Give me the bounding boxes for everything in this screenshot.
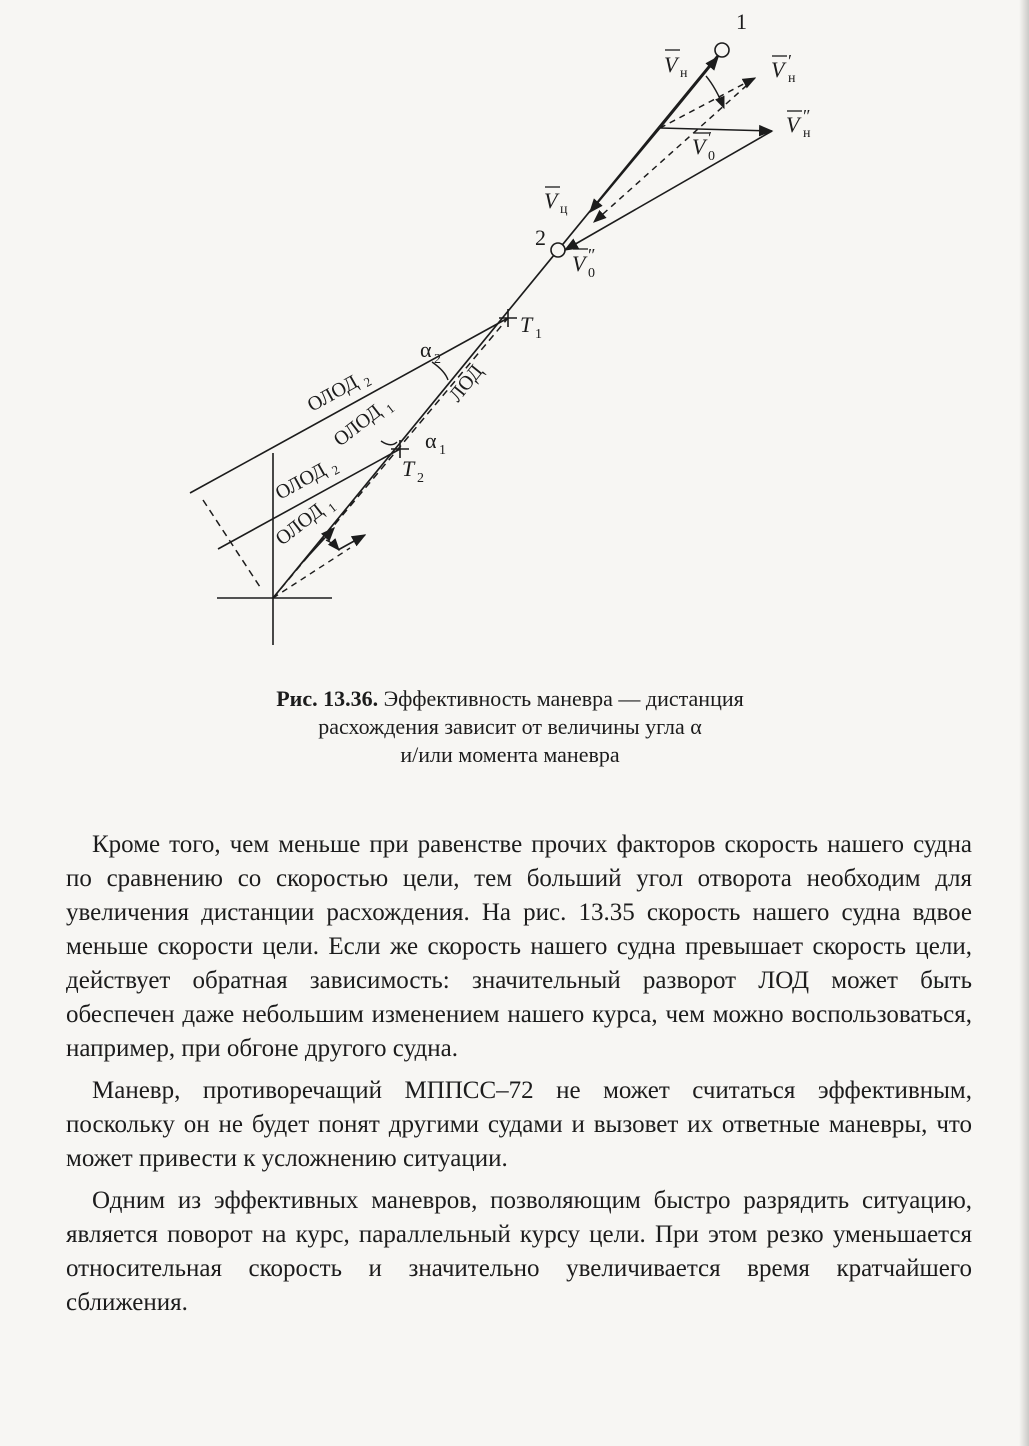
caption-line-3: и/или момента маневра <box>400 742 620 767</box>
svg-text:V: V <box>771 57 785 82</box>
svg-text:V: V <box>572 251 586 276</box>
t2-label <box>402 456 424 486</box>
svg-text:T: T <box>520 312 533 337</box>
figure-caption <box>150 685 870 769</box>
t1-marker <box>499 309 517 327</box>
caption-line-1 <box>150 685 870 713</box>
vn-label <box>664 50 688 81</box>
dashed-distance-line <box>203 500 262 590</box>
svg-text:1: 1 <box>324 499 340 516</box>
olod2-bottom-label <box>272 453 342 507</box>
vn2-label <box>786 106 811 141</box>
caption-line-2: расхождения зависит от величины угла α <box>318 714 702 739</box>
svg-text:н: н <box>680 66 688 81</box>
alpha1-label <box>425 428 446 458</box>
v0-label <box>692 128 715 164</box>
maneuver-diagram <box>0 0 1029 680</box>
vc-vector <box>590 128 660 212</box>
svg-text:2: 2 <box>329 461 343 478</box>
svg-text:1: 1 <box>382 400 398 417</box>
svg-text:ОЛОД: ОЛОД <box>271 499 328 550</box>
svg-text:2: 2 <box>417 471 424 486</box>
svg-text:н: н <box>788 71 796 86</box>
turn-arc <box>326 540 339 550</box>
t1-label <box>520 312 542 342</box>
caption-title: Эффективность маневра — дистанция <box>378 686 744 711</box>
vn1-vector-dashed <box>660 78 755 128</box>
point-1-label: 1 <box>736 9 747 34</box>
svg-text:″: ″ <box>588 245 596 265</box>
vn1-label <box>771 51 796 86</box>
alpha1-arc <box>381 441 397 445</box>
dashed-new-course-line <box>273 548 350 598</box>
svg-text:ОЛОД: ОЛОД <box>271 458 330 505</box>
svg-text:1: 1 <box>535 327 542 342</box>
svg-text:ц: ц <box>560 202 568 217</box>
caption-number: Рис. 13.36. <box>276 686 379 711</box>
body-text <box>66 828 972 1328</box>
point-2-label: 2 <box>535 225 546 250</box>
svg-text:V: V <box>544 188 558 213</box>
svg-text:″: ″ <box>803 106 811 126</box>
svg-text:2: 2 <box>434 352 441 367</box>
page-spine-shadow <box>1019 0 1029 1446</box>
svg-text:1: 1 <box>439 443 446 458</box>
paragraph-1: Кроме того, чем меньше при равенстве прочих факторов скорость нашего судна по сравнению со скоростью цели, тем больший угол отворота необходим для увеличения дистанции расхождения. На рис. 13.35 скорость нашего судна вдвое меньше скорости цели. Если же скорость нашего судна превышает скорость цели, действует обратная зависимость: значительный разворот ЛОД может быть обеспечен даже небольшим изменением нашего курса, чем можно воспользоваться, например, при обгоне другого судна. <box>66 831 972 1062</box>
svg-text:V: V <box>786 112 800 137</box>
point-1-marker <box>715 43 729 57</box>
svg-text:α: α <box>425 428 437 453</box>
svg-text:V: V <box>692 134 706 159</box>
svg-text:0: 0 <box>588 266 595 281</box>
v02-vector <box>565 131 772 250</box>
svg-text:ОЛОД: ОЛОД <box>303 370 362 417</box>
svg-text:′: ′ <box>708 128 712 148</box>
svg-text:ОЛОД: ОЛОД <box>329 400 386 451</box>
new-course-arrow <box>338 535 365 550</box>
point-2-marker <box>551 243 565 257</box>
paragraph-2: Маневр, противоречащий МППСС–72 не может считаться эффективным, поскольку он не будет понят другими судами и вызовет их ответные маневры, что может привести к усложнению ситуации. <box>66 1077 972 1172</box>
svg-text:н: н <box>803 126 811 141</box>
vc-label <box>544 187 568 217</box>
lod-label <box>445 360 488 406</box>
v02-label <box>572 245 596 281</box>
vn2-vector <box>660 128 772 131</box>
svg-text:′: ′ <box>788 51 792 71</box>
svg-text:V: V <box>664 52 678 77</box>
alpha2-label <box>420 337 441 367</box>
v0-vector-dashed <box>594 78 755 222</box>
svg-text:ЛОД: ЛОД <box>444 360 488 407</box>
vn-turn-arc <box>706 76 724 108</box>
svg-text:α: α <box>420 337 432 362</box>
paragraph-3: Одним из эффективных маневров, позволяющим быстро разрядить ситуацию, является поворот на курс, параллельный курсу цели. При этом резко уменьшается относительная скорость и значительно увеличивается время кратчайшего сближения. <box>66 1187 972 1316</box>
svg-text:2: 2 <box>361 373 375 390</box>
svg-text:T: T <box>402 456 415 481</box>
svg-text:0: 0 <box>708 149 715 164</box>
